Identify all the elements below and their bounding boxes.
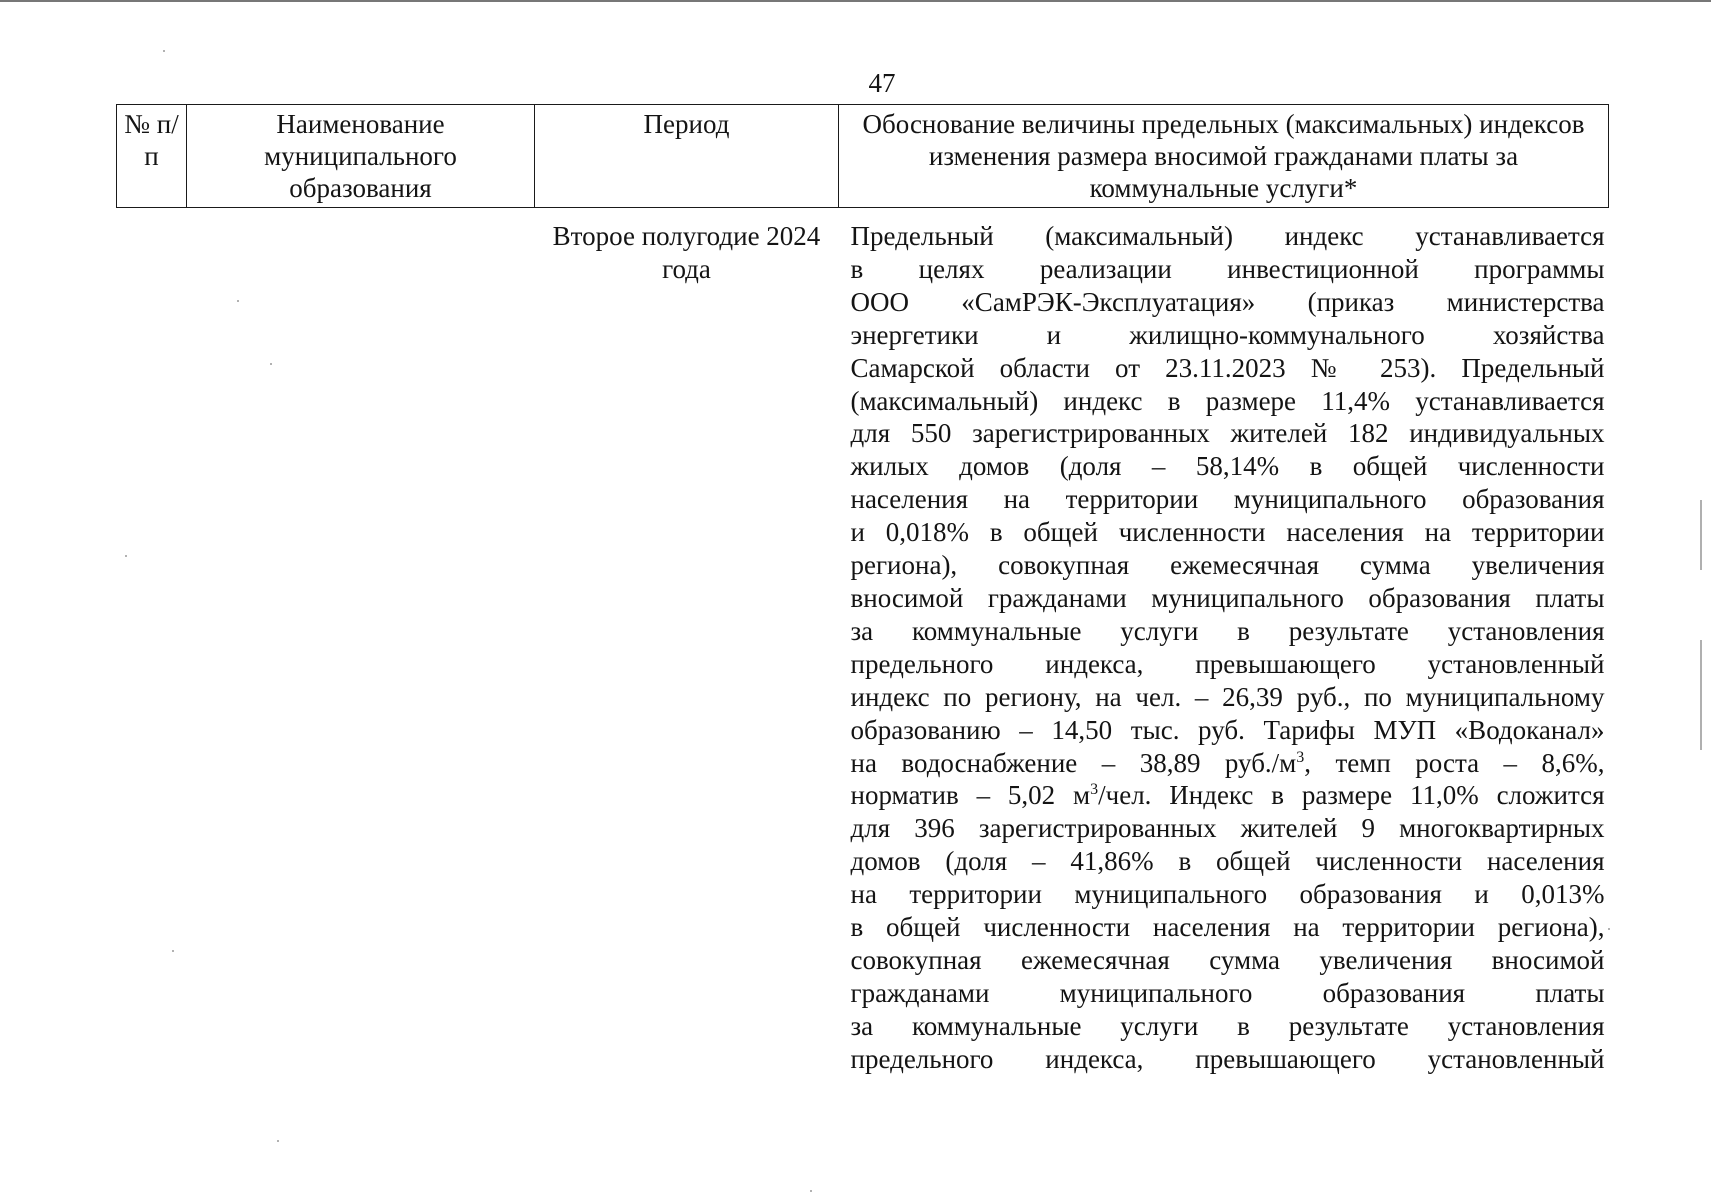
table-header-row [117, 105, 1609, 208]
header-basis: Обоснование величины предельных (максимальных) индексов изменения размера вносимой гражданами платы за коммунальные услуги* [839, 105, 1609, 208]
basis-line: норматив – 5,02 $м^3$/чел. Индекс в размере 11,0% сложится [850, 780, 1605, 811]
basis-line: образованию – 14,50 тыс. руб. Тарифы МУП «Водоканал» [850, 714, 1605, 745]
tariff-index-table [116, 104, 1609, 1076]
basis-line: ООО «СамРЭК-Эксплуатация» (приказ министерства [850, 286, 1605, 317]
scan-speck [270, 363, 272, 365]
basis-line: предельного индекса, превышающего установленный [850, 648, 1605, 679]
basis-line: домов (доля – 41,86% в общей численности населения [850, 846, 1605, 877]
basis-line: индекс по региону, на чел. – 26,39 руб., по муниципальному [850, 681, 1605, 712]
scan-speck [237, 300, 239, 302]
header-number: № п/п [117, 105, 187, 208]
basis-line: Предельный (максимальный) индекс устанавливается [850, 221, 1605, 251]
scan-speck [172, 950, 174, 952]
basis-text [851, 220, 1605, 1076]
basis-line: в общей численности населения на территории региона), [850, 912, 1605, 943]
basis-line: предельного индекса, превышающего установленный [850, 1043, 1605, 1074]
basis-line: за коммунальные услуги в результате установления [850, 1010, 1605, 1041]
table-row [117, 208, 1609, 1076]
scan-speck [277, 1140, 279, 1142]
basis-line: энергетики и жилищно-коммунального хозяйства [850, 319, 1605, 350]
cell-basis [839, 208, 1609, 1076]
page-top-edge [0, 0, 1711, 2]
scan-speck [125, 555, 127, 557]
basis-line: населения на территории муниципального образования [850, 484, 1605, 515]
scan-speck [1608, 928, 1610, 930]
header-period: Период [535, 105, 839, 208]
basis-line: совокупная ежемесячная сумма увеличения вносимой [850, 944, 1605, 975]
basis-line: в целях реализации инвестиционной программы [850, 253, 1605, 284]
basis-line: на водоснабжение – 38,89 $руб./м^3$, темп роста – 8,6%, [850, 747, 1605, 778]
basis-line: (максимальный) индекс в размере 11,4% устанавливается [850, 385, 1605, 416]
basis-line: и 0,018% в общей численности населения на территории [850, 517, 1605, 548]
basis-line: гражданами муниципального образования платы [850, 977, 1605, 1008]
header-municipality-name: Наименование муниципального образования [187, 105, 535, 208]
scan-edge-mark [1700, 500, 1702, 570]
basis-line: на территории муниципального образования и 0,013% [850, 879, 1605, 910]
scan-speck [810, 1190, 812, 1192]
basis-line: для 396 зарегистрированных жителей 9 многоквартирных [850, 813, 1605, 844]
page-number: 47 [868, 68, 896, 98]
basis-line: за коммунальные услуги в результате установления [850, 615, 1605, 646]
cell-period: Второе полугодие 2024 года [552, 221, 821, 284]
basis-line: для 550 зарегистрированных жителей 182 индивидуальных [850, 418, 1605, 449]
cell-municipality-name [187, 208, 535, 1076]
cell-number [117, 208, 187, 1076]
basis-line: жилых домов (доля – 58,14% в общей численности [850, 451, 1605, 482]
basis-line: вносимой гражданами муниципального образования платы [850, 582, 1605, 613]
scan-speck [163, 50, 165, 52]
basis-line: Самарской области от 23.11.2023 № 253). Предельный [850, 352, 1605, 383]
scan-edge-mark [1700, 640, 1702, 750]
basis-line: региона), совокупная ежемесячная сумма увеличения [850, 550, 1605, 581]
